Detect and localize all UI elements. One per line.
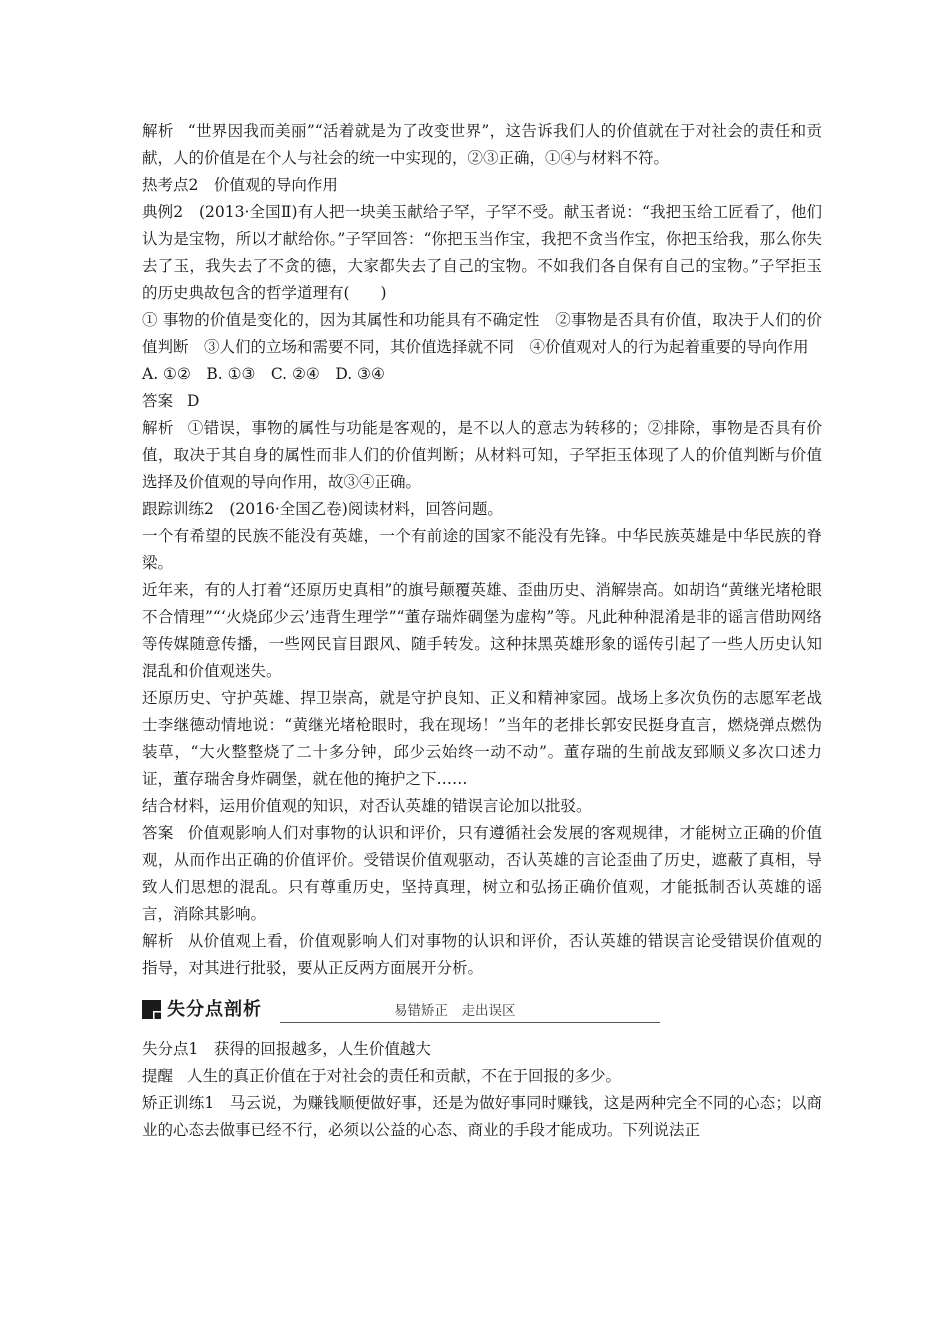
paragraph	[142, 199, 822, 307]
paragraph-label: 答案	[142, 392, 174, 410]
paragraph-text: 典例2 (2013·全国Ⅱ)有人把一块美玉献给子罕，子罕不受。献玉者说：“我把玉给工匠看了，他们认为是宝物，所以才献给你。”子罕回答：“你把玉当作宝，我把不贪当作宝，你把玉给我，那么你失去了玉，我失去了不贪的德，大家都失去了自己的宝物。不如我们各自保有自己的宝物。”子罕拒玉的历史典故包含的哲学道理有( )	[142, 203, 822, 302]
paragraph-label: 解析	[142, 122, 174, 140]
paragraph	[142, 1090, 822, 1144]
paragraph	[142, 820, 822, 928]
paragraph	[142, 793, 822, 820]
paragraph	[142, 523, 822, 577]
paragraph-label: 解析	[142, 932, 174, 950]
paragraph	[142, 685, 822, 793]
paragraph-text: 矫正训练1 马云说，为赚钱顺便做好事，还是为做好事同时赚钱，这是两种完全不同的心态；以商业的心态去做事已经不行，必须以公益的心态、商业的手段才能成功。下列说法正	[142, 1094, 822, 1139]
paragraph-text: 人生的真正价值在于对社会的责任和贡献，不在于回报的多少。	[187, 1067, 622, 1085]
paragraph-text: 从价值观上看，价值观影响人们对事物的认识和评价，否认英雄的错误言论受错误价值观的指导，对其进行批驳，要从正反两方面展开分析。	[142, 932, 822, 977]
paragraph-group-1	[142, 118, 822, 982]
paragraph	[142, 388, 822, 415]
paragraph	[142, 577, 822, 685]
paragraph-text: 价值观影响人们对事物的认识和评价，只有遵循社会发展的客观规律，才能树立正确的价值观，从而作出正确的价值评价。受错误价值观驱动，否认英雄的言论歪曲了历史，遮蔽了真相，导致人们思想的混乱。只有尊重历史，坚持真理，树立和弘扬正确价值观，才能抵制否认英雄的谣言，消除其影响。	[142, 824, 822, 923]
paragraph-label: 答案	[142, 824, 174, 842]
paragraph	[142, 928, 822, 982]
paragraph	[142, 1036, 822, 1063]
paragraph-text: 失分点1 获得的回报越多，人生价值越大	[142, 1040, 431, 1058]
section-subtitle: 易错矫正 走出误区	[394, 1003, 516, 1019]
paragraph	[142, 496, 822, 523]
paragraph-text: 结合材料，运用价值观的知识，对否认英雄的错误言论加以批驳。	[142, 797, 592, 815]
paragraph-text: A. ①② B. ①③ C. ②④ D. ③④	[142, 365, 385, 383]
paragraph-text: 热考点2 价值观的导向作用	[142, 176, 338, 194]
paragraph-label: 提醒	[142, 1067, 174, 1085]
paragraph	[142, 1063, 822, 1090]
paragraph-text: 跟踪训练2 (2016·全国乙卷)阅读材料，回答问题。	[142, 500, 503, 518]
document-content	[142, 118, 822, 1144]
paragraph-text: D	[187, 392, 200, 410]
section-divider	[280, 1022, 660, 1023]
paragraph-text: “世界因我而美丽”“活着就是为了改变世界”，这告诉我们人的价值就在于对社会的责任和贡献，人的价值是在个人与社会的统一中实现的，②③正确，①④与材料不符。	[142, 122, 822, 167]
paragraph	[142, 361, 822, 388]
paragraph	[142, 118, 822, 172]
paragraph-text: 还原历史、守护英雄、捍卫崇高，就是守护良知、正义和精神家园。战场上多次负伤的志愿军老战士李继德动情地说：“黄继光堵枪眼时，我在现场！”当年的老排长郭安民挺身直言，燃烧弹点燃伪装草，“大火整整烧了二十多分钟，邱少云始终一动不动”。董存瑞的生前战友郅顺义多次口述力证，董存瑞舍身炸碉堡，就在他的掩护之下……	[142, 689, 822, 788]
paragraph-group-2	[142, 1036, 822, 1144]
paragraph-text: 近年来，有的人打着“还原历史真相”的旗号颠覆英雄、歪曲历史、消解崇高。如胡诌“黄继光堵枪眼不合情理”“‘火烧邱少云’违背生理学”“董存瑞炸碉堡为虚构”等。凡此种种混淆是非的谣言借助网络等传媒随意传播，一些网民盲目跟风、随手转发。这种抹黑英雄形象的谣传引起了一些人历史认知混乱和价值观迷失。	[142, 581, 822, 680]
section-header	[142, 992, 822, 1026]
paragraph-label: 解析	[142, 419, 174, 437]
paragraph-text: ① 事物的价值是变化的，因为其属性和功能具有不确定性 ②事物是否具有价值，取决于人们的价值判断 ③人们的立场和需要不同，其价值选择就不同 ④价值观对人的行为起着重要的导向作用	[142, 311, 822, 356]
paragraph	[142, 307, 822, 361]
paragraph-text: 一个有希望的民族不能没有英雄，一个有前途的国家不能没有先锋。中华民族英雄是中华民族的脊梁。	[142, 527, 822, 572]
paragraph-text: ①错误，事物的属性与功能是客观的，是不以人的意志为转移的；②排除，事物是否具有价值，取决于其自身的属性而非人们的价值判断；从材料可知，子罕拒玉体现了人的价值判断与价值选择及价值观的导向作用，故③④正确。	[142, 419, 822, 491]
paragraph	[142, 415, 822, 496]
section-square-icon	[142, 1000, 161, 1019]
paragraph	[142, 172, 822, 199]
section-title: 失分点剖析	[167, 999, 262, 1020]
